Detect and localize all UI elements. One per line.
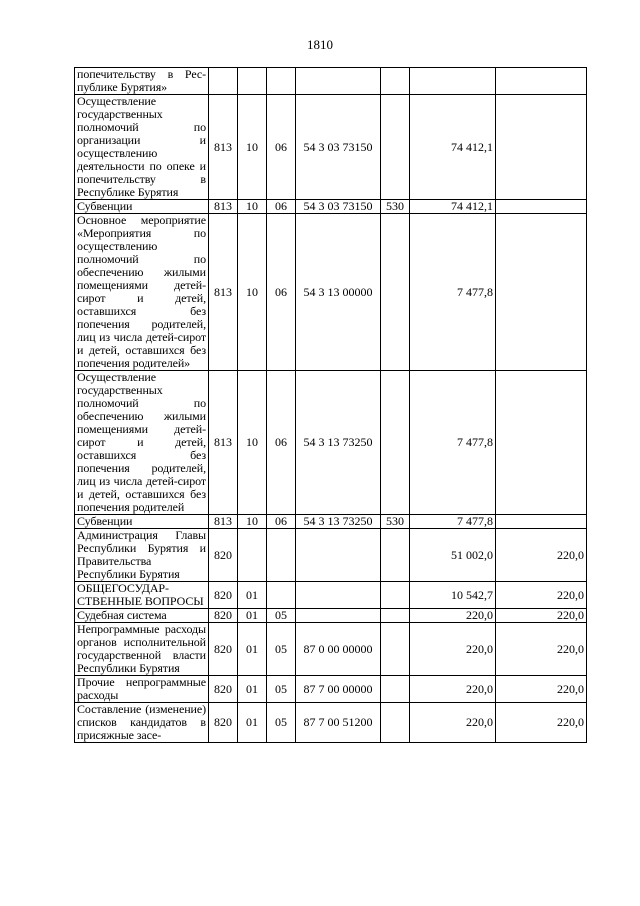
row-name-cell: ОБЩЕГОСУДАР-СТВЕННЫЕ ВОПРОСЫ (75, 582, 209, 609)
subsection-code-cell: 06 (267, 200, 296, 214)
row-name-cell: попечительству в Рес-публике Бурятия» (75, 68, 209, 95)
subsection-code-cell: 05 (267, 623, 296, 676)
row-name-cell: Основное мероприятие «Мероприятия по осуществлению полномочий по обеспечению жилыми помещениями детей-сирот и детей, оставшихся без попечения родителей, лиц из числа детей-сирот и детей, оставшихся без попечения родителей» (75, 214, 209, 371)
subsection-code-cell: 06 (267, 95, 296, 200)
amount-federal-cell: 220,0 (496, 529, 587, 582)
table-row (75, 515, 587, 529)
table-row (75, 68, 587, 95)
expense-type-cell (381, 371, 410, 515)
target-article-cell: 87 7 00 00000 (296, 676, 381, 703)
row-name-cell: Администрация Главы Республики Бурятия и Правительства Республики Бурятия (75, 529, 209, 582)
expense-type-cell (381, 609, 410, 623)
ministry-code-cell: 820 (209, 609, 238, 623)
table-row (75, 609, 587, 623)
section-code-cell (238, 68, 267, 95)
amount-cell: 51 002,0 (410, 529, 496, 582)
subsection-code-cell: 05 (267, 703, 296, 743)
ministry-code-cell: 820 (209, 623, 238, 676)
subsection-code-cell (267, 529, 296, 582)
target-article-cell: 54 3 13 00000 (296, 214, 381, 371)
section-code-cell: 10 (238, 214, 267, 371)
table-row (75, 529, 587, 582)
amount-cell: 7 477,8 (410, 515, 496, 529)
expense-type-cell (381, 582, 410, 609)
amount-federal-cell: 220,0 (496, 703, 587, 743)
amount-federal-cell (496, 371, 587, 515)
row-name-cell: Составление (изменение) списков кандидатов в присяжные засе- (75, 703, 209, 743)
amount-federal-cell: 220,0 (496, 623, 587, 676)
ministry-code-cell: 820 (209, 676, 238, 703)
target-article-cell: 54 3 03 73150 (296, 200, 381, 214)
subsection-code-cell (267, 582, 296, 609)
table-row (75, 214, 587, 371)
section-code-cell (238, 529, 267, 582)
section-code-cell: 01 (238, 676, 267, 703)
ministry-code-cell: 813 (209, 200, 238, 214)
table-row (75, 95, 587, 200)
amount-cell: 10 542,7 (410, 582, 496, 609)
ministry-code-cell: 820 (209, 703, 238, 743)
expense-type-cell (381, 623, 410, 676)
table-row (75, 371, 587, 515)
expense-type-cell (381, 529, 410, 582)
budget-table (74, 67, 587, 743)
expense-type-cell (381, 676, 410, 703)
subsection-code-cell: 06 (267, 371, 296, 515)
target-article-cell (296, 582, 381, 609)
row-name-cell: Непрограммные расходы органов исполнительной государственной власти Республики Бурятия (75, 623, 209, 676)
ministry-code-cell: 813 (209, 371, 238, 515)
amount-federal-cell (496, 515, 587, 529)
section-code-cell: 01 (238, 609, 267, 623)
target-article-cell (296, 609, 381, 623)
ministry-code-cell: 820 (209, 582, 238, 609)
subsection-code-cell: 06 (267, 515, 296, 529)
amount-federal-cell: 220,0 (496, 676, 587, 703)
amount-cell: 7 477,8 (410, 214, 496, 371)
amount-cell: 220,0 (410, 609, 496, 623)
subsection-code-cell (267, 68, 296, 95)
target-article-cell (296, 68, 381, 95)
target-article-cell: 54 3 13 73250 (296, 371, 381, 515)
section-code-cell: 10 (238, 515, 267, 529)
expense-type-cell: 530 (381, 515, 410, 529)
subsection-code-cell: 05 (267, 676, 296, 703)
amount-federal-cell: 220,0 (496, 609, 587, 623)
expense-type-cell (381, 68, 410, 95)
expense-type-cell (381, 95, 410, 200)
section-code-cell: 10 (238, 95, 267, 200)
table-row (75, 200, 587, 214)
target-article-cell: 54 3 13 73250 (296, 515, 381, 529)
table-row (75, 582, 587, 609)
row-name-cell: Осуществление государственных полномочий по обеспечению жилыми помещениями детей-сирот и детей, оставшихся без попечения родителей, лиц из числа детей-сирот и детей, оставшихся без попечения родителей (75, 371, 209, 515)
subsection-code-cell: 06 (267, 214, 296, 371)
expense-type-cell (381, 214, 410, 371)
ministry-code-cell (209, 68, 238, 95)
amount-cell: 7 477,8 (410, 371, 496, 515)
expense-type-cell (381, 703, 410, 743)
table-row (75, 703, 587, 743)
amount-federal-cell (496, 200, 587, 214)
budget-table-body (75, 68, 587, 743)
target-article-cell: 87 7 00 51200 (296, 703, 381, 743)
amount-cell: 220,0 (410, 676, 496, 703)
row-name-cell: Субвенции (75, 515, 209, 529)
section-code-cell: 01 (238, 623, 267, 676)
amount-cell: 74 412,1 (410, 200, 496, 214)
ministry-code-cell: 813 (209, 95, 238, 200)
section-code-cell: 10 (238, 200, 267, 214)
target-article-cell (296, 529, 381, 582)
section-code-cell: 01 (238, 703, 267, 743)
amount-cell: 220,0 (410, 623, 496, 676)
amount-federal-cell (496, 95, 587, 200)
amount-federal-cell: 220,0 (496, 582, 587, 609)
table-row (75, 623, 587, 676)
row-name-cell: Осуществление государственных полномочий по организации и осуществлению деятельности по опеке и попечительству в Республике Бурятия (75, 95, 209, 200)
subsection-code-cell: 05 (267, 609, 296, 623)
amount-cell (410, 68, 496, 95)
ministry-code-cell: 813 (209, 515, 238, 529)
table-row (75, 676, 587, 703)
expense-type-cell: 530 (381, 200, 410, 214)
amount-federal-cell (496, 214, 587, 371)
section-code-cell: 10 (238, 371, 267, 515)
ministry-code-cell: 820 (209, 529, 238, 582)
amount-federal-cell (496, 68, 587, 95)
row-name-cell: Прочие непрограммные расходы (75, 676, 209, 703)
page-number: 1810 (307, 37, 333, 52)
section-code-cell: 01 (238, 582, 267, 609)
target-article-cell: 54 3 03 73150 (296, 95, 381, 200)
ministry-code-cell: 813 (209, 214, 238, 371)
row-name-cell: Субвенции (75, 200, 209, 214)
amount-cell: 74 412,1 (410, 95, 496, 200)
row-name-cell: Судебная система (75, 609, 209, 623)
amount-cell: 220,0 (410, 703, 496, 743)
target-article-cell: 87 0 00 00000 (296, 623, 381, 676)
